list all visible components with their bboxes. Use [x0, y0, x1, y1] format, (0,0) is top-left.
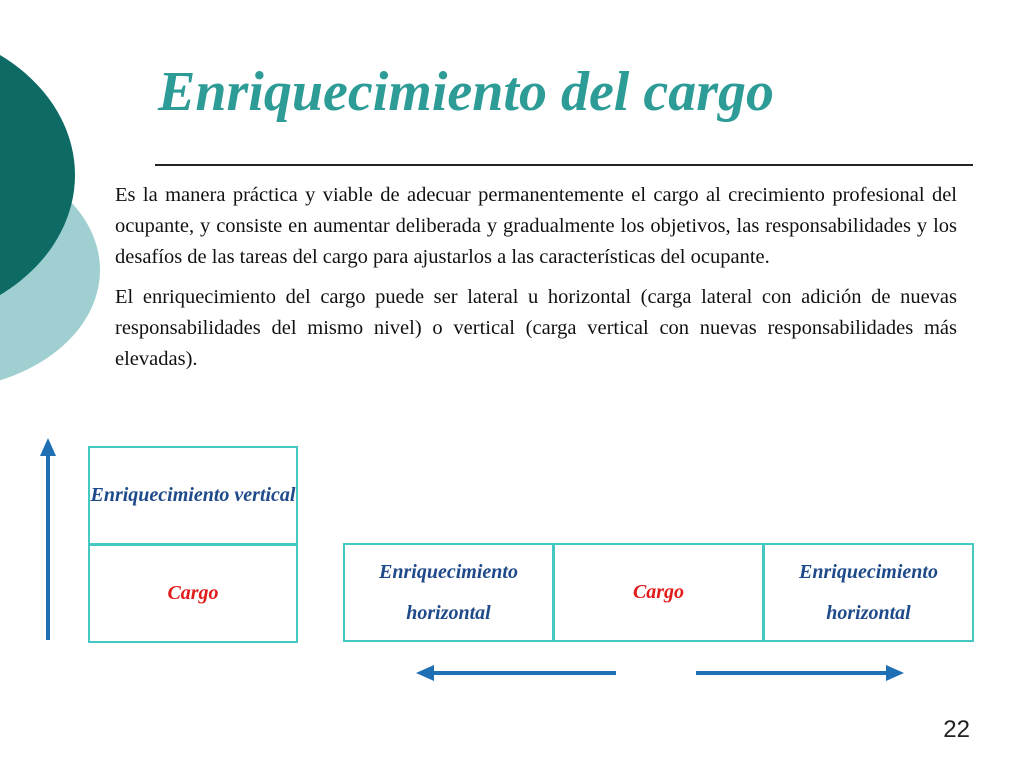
paragraph-types: El enriquecimiento del cargo puede ser lateral u horizontal (carga lateral con adición de nuevas responsabilidades del mismo nivel) o vertical (carga vertical con nuevas responsabilidades más elevadas). [115, 286, 957, 370]
vertical-enrichment-table [88, 446, 298, 643]
horizontal-enrichment-right-cell: Enriquecimiento horizontal [762, 545, 972, 640]
vertical-arrow-up-icon [36, 436, 60, 642]
title-underline [155, 164, 973, 166]
slide-body [115, 180, 957, 384]
paragraph-definition: Es la manera práctica y viable de adecuar permanentemente el cargo al crecimiento profesional del ocupante, y consiste en aumentar deliberada y gradualmente los objetivos, las responsabilidades y los desafíos de las tareas del cargo para ajustarlos a las características del ocupante. [115, 184, 957, 268]
page-number: 22 [943, 716, 970, 743]
horizontal-enrichment-table [343, 543, 974, 642]
slide-title: Enriquecimiento del cargo [158, 61, 774, 123]
vertical-enrichment-cell: Enriquecimiento vertical [90, 484, 296, 506]
cargo-cell-vertical: Cargo [90, 543, 296, 641]
horizontal-arrow-right-icon [694, 661, 906, 685]
horizontal-arrow-left-icon [414, 661, 618, 685]
cargo-cell-horizontal: Cargo [552, 545, 762, 640]
horizontal-enrichment-left-cell: Enriquecimiento horizontal [379, 560, 518, 624]
